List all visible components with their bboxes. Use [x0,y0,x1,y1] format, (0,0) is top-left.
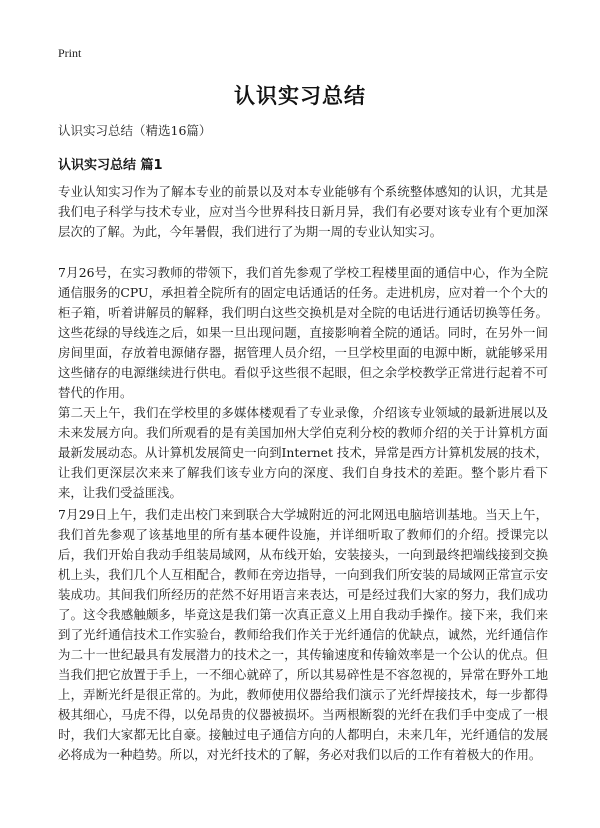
page-title: 认识实习总结 [234,84,366,108]
paragraph-july-29: 7月29日上午，我们走出校门来到联合大学城附近的河北网迅电脑培训基地。当天上午，我们首先参观了该基地里的所有基本硬件设施，并详细听取了教师们的介绍。授课完以后，我们开始自我动手组装局域网，从布线开始，安装接头，一向到最终把端线接到交换机上头，我们几个人互相配合，教师在旁边指导，一向到我们所安装的局域网正常宣示安装成功。其间我们所经历的茫然不好用语言来表达，可是经过我们大家的努力，我们成功了。这令我感触颇多，毕竟这是我们第一次真正意义上用自我动手操作。接下来，我们来到了光纤通信技术工作实验台，教师给我们作关于光纤通信的优缺点，诚然，光纤通信作为二十一世纪最具有发展潜力的技术之一，其传输速度和传输效率是一个公认的优点。但当我们把它放置于手上，一不细心就碎了，所以其易碎性是不容忽视的，异常在野外工地上，弄断光纤是很正常的。为此，教师使用仪器给我们演示了光纤焊接技术，每一步都得极其细心，马虎不得，以免昂贵的仪器被损坏。当两根断裂的光纤在我们手中变成了一根时，我们大家都无比自豪。接触过电子通信方向的人都明白，未来几年，光纤通信的发展必将成为一种趋势。所以，对光纤技术的了解，务必对我们以后的工作有着极大的作用。 [58,507,548,762]
print-link[interactable]: Print [58,46,82,60]
section-heading: 认识实习总结 篇1 [58,158,163,173]
paragraph-intro: 专业认知实习作为了解本专业的前景以及对本专业能够有个系统整体感知的认识，尤其是我们电子科学与技术专业，应对当今世界科技日新月异，我们有必要对该专业有个更加深层次的了解。为此，今年暑假，我们进行了为期一周的专业认知实习。 [58,184,548,239]
paragraph-second-day: 第二天上午，我们在学校里的多媒体楼观看了专业录像，介绍该专业领域的最新进展以及未来发展方向。我们所观看的是有美国加州大学伯克利分校的教师介绍的关于计算机方面最新发展动态。从计算机发展简史一向到Internet 技术，异常是西方计算机发展的技术，让我们更深层次来来了解我们该专业方向的深度、我们自身技术的差距。整个影片看下来，让我们受益匪浅。 [58,405,548,500]
document-subtitle: 认识实习总结（精选16篇） [58,123,212,138]
paragraph-july-26: 7月26号，在实习教师的带领下，我们首先参观了学校工程楼里面的通信中心，作为全院通信服务的CPU，承担着全院所有的固定电话通话的任务。走进机房，应对着一个个大的柜子箱，听着讲解员的解释，我们明白这些交换机是对全院的电话进行通话切换等任务。这些花绿的导线连之后，如果一旦出现问题，直接影响着全院的通话。同时，在另外一间房间里面，存放着电源储存器，据管理人员介绍，一旦学校里面的电源中断，就能够采用这些储存的电源继续进行供电。看似乎这些很不起眼，但之余学校教学正常进行起着不可替代的作用。 [58,265,548,400]
